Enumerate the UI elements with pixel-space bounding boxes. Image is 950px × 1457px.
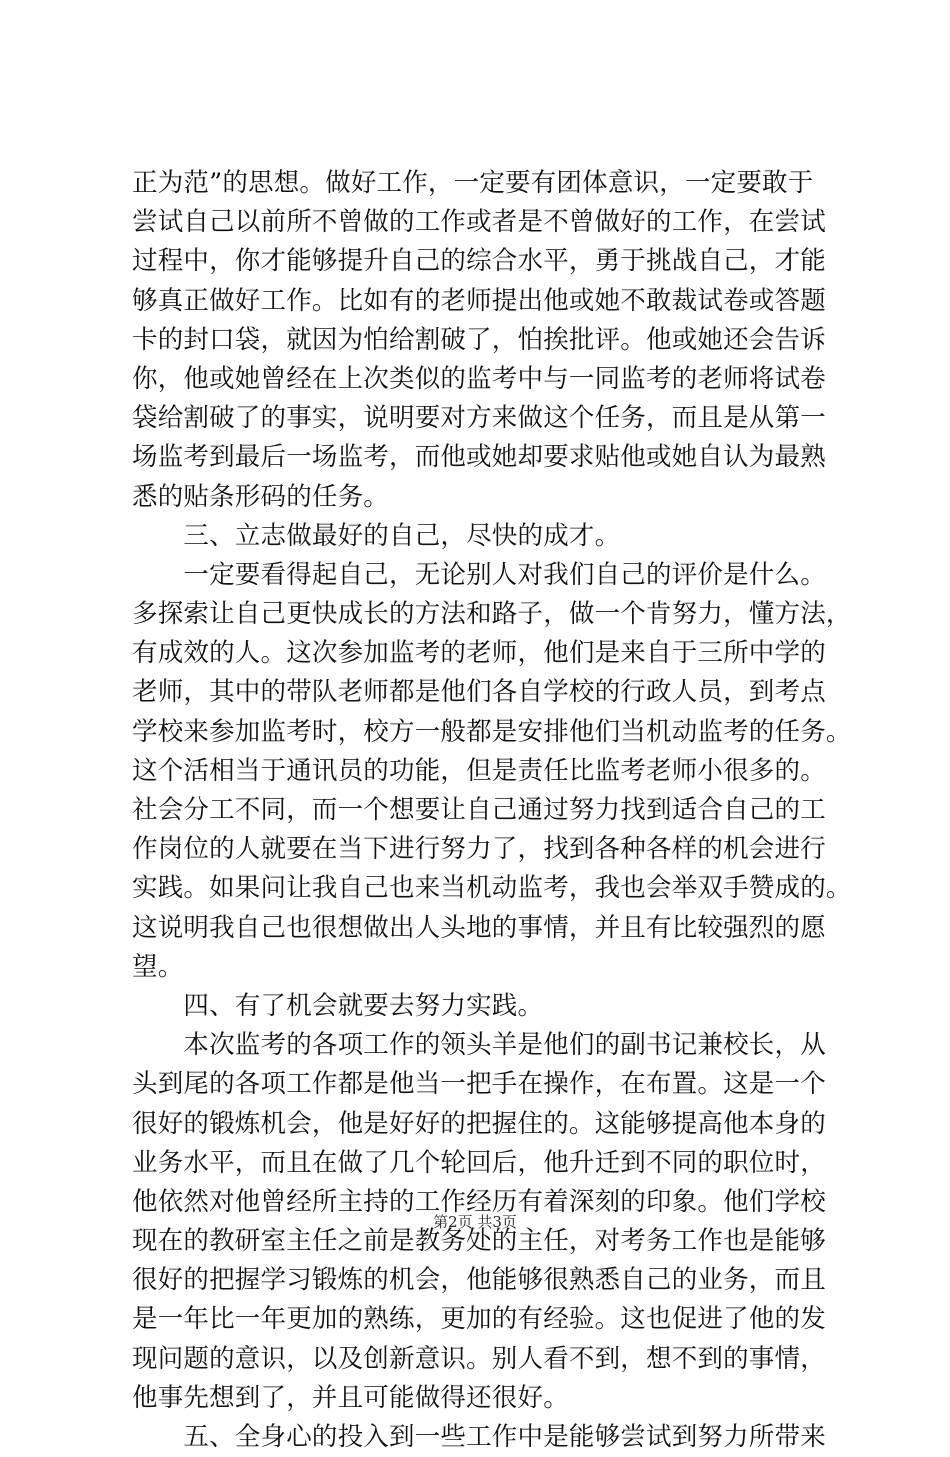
text-line: 你，他或她曾经在上次类似的监考中与一同监考的老师将试卷 <box>132 363 826 394</box>
text-line: 四、有了机会就要去努力实践。 <box>132 990 544 1021</box>
text-line: 很好的锻炼机会，他是好好的把握住的。这能够提高他本身的 <box>132 1108 826 1139</box>
text-line: 望。 <box>132 951 184 982</box>
text-line: 业务水平，而且在做了几个轮回后，他升迁到不同的职位时， <box>132 1147 826 1178</box>
text-line: 是一年比一年更加的熟练，更加的有经验。这也促进了他的发 <box>132 1304 826 1335</box>
text-line: 社会分工不同，而一个想要让自己通过努力找到适合自己的工 <box>132 795 826 825</box>
text-line: 本次监考的各项工作的领头羊是他们的副书记兼校长，从 <box>132 1030 826 1061</box>
document-body <box>132 164 852 1457</box>
text-line: 尝试自己以前所不曾做的工作或者是不曾做好的工作，在尝试 <box>132 207 826 238</box>
text-line: 一定要看得起自己，无论别人对我们自己的评价是什么。 <box>132 559 826 590</box>
text-line: 正为范”的思想。做好工作，一定要有团体意识，一定要敢于 <box>132 168 814 198</box>
text-line: 很好的把握学习锻炼的机会，他能够很熟悉自己的业务，而且 <box>132 1265 826 1296</box>
text-line: 有成效的人。这次参加监考的老师，他们是来自于三所中学的 <box>132 638 826 669</box>
text-line: 悉的贴条形码的任务。 <box>132 481 390 512</box>
text-line: 学校来参加监考时，校方一般都是安排他们当机动监考的任务。 <box>132 716 852 747</box>
text-line: 卡的封口袋，就因为怕给割破了，怕挨批评。他或她还会告诉 <box>132 324 826 355</box>
text-line: 场监考到最后一场监考，而他或她却要求贴他或她自认为最熟 <box>132 442 826 473</box>
text-line: 实践。如果问让我自己也来当机动监考，我也会举双手赞成的。 <box>132 873 852 904</box>
text-line: 老师，其中的带队老师都是他们各自学校的行政人员，到考点 <box>132 677 826 708</box>
text-line: 过程中，你才能够提升自己的综合水平，勇于挑战自己，才能 <box>132 246 826 277</box>
text-line: 袋给割破了的事实，说明要对方来做这个任务，而且是从第一 <box>132 403 826 434</box>
text-line: 他依然对他曾经所主持的工作经历有着深刻的印象。他们学校 <box>132 1186 826 1217</box>
page-footer: 第2页 共3页 <box>433 1213 517 1231</box>
text-line: 五、全身心的投入到一些工作中是能够尝试到努力所带来 <box>132 1422 826 1452</box>
text-line: 他事先想到了，并且可能做得还很好。 <box>132 1382 569 1413</box>
text-line: 够真正做好工作。比如有的老师提出他或她不敢裁试卷或答题 <box>132 285 826 316</box>
text-line: 多探索让自己更快成长的方法和路子，做一个肯努力，懂方法， <box>132 599 852 630</box>
text-line: 三、立志做最好的自己，尽快的成才。 <box>132 520 621 551</box>
text-line: 作岗位的人就要在当下进行努力了，找到各种各样的机会进行 <box>132 834 826 865</box>
text-line: 现在的教研室主任之前是教务处的主任，对考务工作也是能够 <box>132 1226 826 1257</box>
text-line: 这个活相当于通讯员的功能，但是责任比监考老师小很多的。 <box>132 755 826 786</box>
text-line: 头到尾的各项工作都是他当一把手在操作，在布置。这是一个 <box>132 1069 826 1100</box>
text-line: 这说明我自己也很想做出人头地的事情，并且有比较强烈的愿 <box>132 912 826 943</box>
text-line: 现问题的意识，以及创新意识。别人看不到，想不到的事情， <box>132 1343 826 1374</box>
